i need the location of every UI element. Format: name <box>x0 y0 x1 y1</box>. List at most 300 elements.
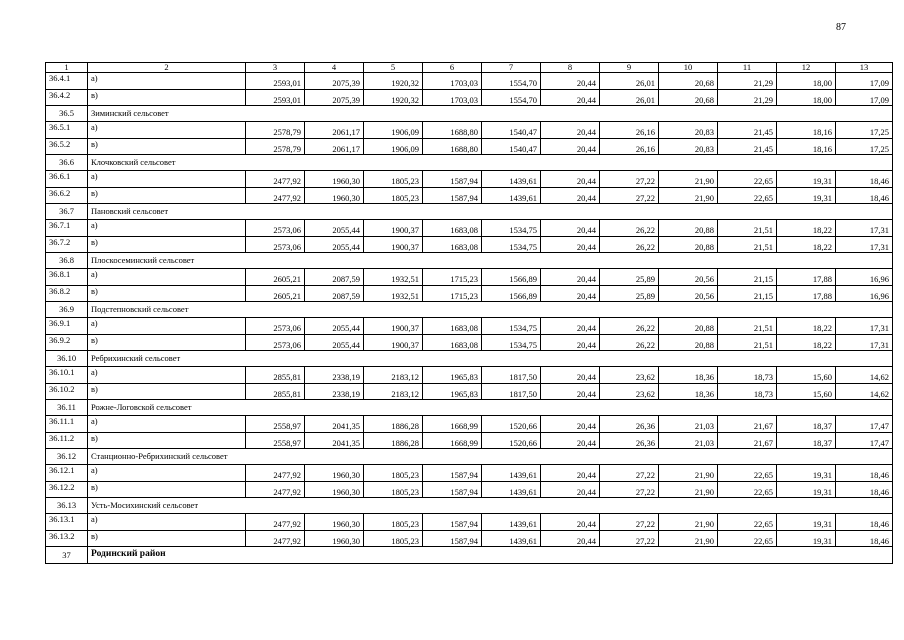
table-row <box>46 269 893 286</box>
value-cell: 20,88 <box>659 318 718 335</box>
value-cell: 2605,21 <box>246 285 305 302</box>
value-cell: 17,88 <box>777 285 836 302</box>
value-cell: 2061,17 <box>305 138 364 155</box>
section-code: 37 <box>46 547 88 564</box>
value-cell: 27,22 <box>600 187 659 204</box>
row-code: 36.6.2 <box>46 187 88 204</box>
row-code: 36.12.1 <box>46 465 88 482</box>
value-cell: 1566,89 <box>482 269 541 286</box>
row-label: а) <box>88 465 246 482</box>
value-cell: 20,56 <box>659 269 718 286</box>
section-name: Подстепновский сельсовет <box>88 302 893 318</box>
row-label: в) <box>88 530 246 547</box>
value-cell: 1683,08 <box>423 236 482 253</box>
column-header: 12 <box>777 63 836 73</box>
value-cell: 1960,30 <box>305 465 364 482</box>
row-code: 36.5.2 <box>46 138 88 155</box>
column-header: 6 <box>423 63 482 73</box>
value-cell: 19,31 <box>777 187 836 204</box>
section-row <box>46 204 893 220</box>
row-code: 36.5.1 <box>46 122 88 139</box>
value-cell: 2055,44 <box>305 334 364 351</box>
value-cell: 1965,83 <box>423 383 482 400</box>
column-header: 7 <box>482 63 541 73</box>
column-number-row <box>46 63 893 73</box>
value-cell: 1932,51 <box>364 285 423 302</box>
value-cell: 2477,92 <box>246 481 305 498</box>
value-cell: 18,37 <box>777 416 836 433</box>
value-cell: 21,15 <box>718 285 777 302</box>
section-name: Усть-Мосихинский сельсовет <box>88 498 893 514</box>
value-cell: 2477,92 <box>246 171 305 188</box>
value-cell: 2075,39 <box>305 89 364 106</box>
value-cell: 2573,06 <box>246 220 305 237</box>
section-row <box>46 449 893 465</box>
table-row <box>46 73 893 90</box>
table-row <box>46 432 893 449</box>
value-cell: 20,44 <box>541 187 600 204</box>
value-cell: 21,90 <box>659 481 718 498</box>
value-cell: 18,73 <box>718 383 777 400</box>
value-cell: 17,09 <box>836 73 893 90</box>
value-cell: 17,47 <box>836 416 893 433</box>
value-cell: 1920,32 <box>364 73 423 90</box>
value-cell: 15,60 <box>777 383 836 400</box>
table-row <box>46 334 893 351</box>
row-label: а) <box>88 514 246 531</box>
table-row <box>46 236 893 253</box>
row-label: в) <box>88 89 246 106</box>
value-cell: 21,29 <box>718 89 777 106</box>
row-label: а) <box>88 318 246 335</box>
row-code: 36.7.1 <box>46 220 88 237</box>
value-cell: 2477,92 <box>246 465 305 482</box>
value-cell: 22,65 <box>718 481 777 498</box>
value-cell: 2855,81 <box>246 367 305 384</box>
value-cell: 21,90 <box>659 514 718 531</box>
value-cell: 2183,12 <box>364 367 423 384</box>
row-label: а) <box>88 220 246 237</box>
table-row <box>46 318 893 335</box>
value-cell: 20,88 <box>659 220 718 237</box>
row-code: 36.9.2 <box>46 334 88 351</box>
section-code: 36.6 <box>46 155 88 171</box>
section-name: Рожне-Логовской сельсовет <box>88 400 893 416</box>
table-row <box>46 465 893 482</box>
value-cell: 1960,30 <box>305 530 364 547</box>
value-cell: 1439,61 <box>482 465 541 482</box>
value-cell: 27,22 <box>600 171 659 188</box>
section-row <box>46 106 893 122</box>
value-cell: 1900,37 <box>364 236 423 253</box>
row-code: 36.4.1 <box>46 73 88 90</box>
value-cell: 20,44 <box>541 530 600 547</box>
value-cell: 20,44 <box>541 220 600 237</box>
section-name: Зиминский сельсовет <box>88 106 893 122</box>
value-cell: 26,36 <box>600 416 659 433</box>
value-cell: 21,90 <box>659 530 718 547</box>
value-cell: 2593,01 <box>246 73 305 90</box>
column-header: 8 <box>541 63 600 73</box>
value-cell: 20,44 <box>541 122 600 139</box>
value-cell: 2055,44 <box>305 236 364 253</box>
column-header: 3 <box>246 63 305 73</box>
value-cell: 14,62 <box>836 383 893 400</box>
value-cell: 18,22 <box>777 334 836 351</box>
value-cell: 1587,94 <box>423 171 482 188</box>
section-row <box>46 351 893 367</box>
table-row <box>46 530 893 547</box>
value-cell: 1932,51 <box>364 269 423 286</box>
value-cell: 1439,61 <box>482 187 541 204</box>
section-code: 36.11 <box>46 400 88 416</box>
value-cell: 19,31 <box>777 530 836 547</box>
value-cell: 1960,30 <box>305 171 364 188</box>
value-cell: 1587,94 <box>423 465 482 482</box>
row-code: 36.8.1 <box>46 269 88 286</box>
value-cell: 20,83 <box>659 138 718 155</box>
value-cell: 2573,06 <box>246 236 305 253</box>
section-name: Станционно-Ребрихинский сельсовет <box>88 449 893 465</box>
value-cell: 26,36 <box>600 432 659 449</box>
value-cell: 16,96 <box>836 285 893 302</box>
value-cell: 21,67 <box>718 432 777 449</box>
value-cell: 21,51 <box>718 334 777 351</box>
value-cell: 26,22 <box>600 334 659 351</box>
table-row <box>46 514 893 531</box>
value-cell: 27,22 <box>600 465 659 482</box>
value-cell: 21,15 <box>718 269 777 286</box>
value-cell: 18,00 <box>777 89 836 106</box>
value-cell: 21,67 <box>718 416 777 433</box>
table-row <box>46 383 893 400</box>
value-cell: 1668,99 <box>423 416 482 433</box>
table-row <box>46 171 893 188</box>
value-cell: 1960,30 <box>305 481 364 498</box>
value-cell: 20,56 <box>659 285 718 302</box>
value-cell: 1554,70 <box>482 89 541 106</box>
value-cell: 21,51 <box>718 236 777 253</box>
value-cell: 2338,19 <box>305 367 364 384</box>
column-header: 1 <box>46 63 88 73</box>
value-cell: 20,44 <box>541 171 600 188</box>
value-cell: 2055,44 <box>305 220 364 237</box>
value-cell: 1534,75 <box>482 318 541 335</box>
value-cell: 1960,30 <box>305 514 364 531</box>
value-cell: 1900,37 <box>364 318 423 335</box>
value-cell: 26,16 <box>600 122 659 139</box>
value-cell: 1920,32 <box>364 89 423 106</box>
value-cell: 20,44 <box>541 383 600 400</box>
value-cell: 1805,23 <box>364 187 423 204</box>
section-code: 36.7 <box>46 204 88 220</box>
value-cell: 1587,94 <box>423 514 482 531</box>
row-label: в) <box>88 432 246 449</box>
section-code: 36.9 <box>46 302 88 318</box>
value-cell: 1817,50 <box>482 367 541 384</box>
value-cell: 26,01 <box>600 89 659 106</box>
row-label: а) <box>88 171 246 188</box>
row-label: а) <box>88 269 246 286</box>
value-cell: 2605,21 <box>246 269 305 286</box>
value-cell: 17,31 <box>836 334 893 351</box>
value-cell: 2087,59 <box>305 285 364 302</box>
section-row <box>46 253 893 269</box>
value-cell: 1906,09 <box>364 138 423 155</box>
value-cell: 1805,23 <box>364 514 423 531</box>
value-cell: 2573,06 <box>246 334 305 351</box>
value-cell: 2087,59 <box>305 269 364 286</box>
value-cell: 18,46 <box>836 171 893 188</box>
value-cell: 18,00 <box>777 73 836 90</box>
value-cell: 18,46 <box>836 187 893 204</box>
value-cell: 1534,75 <box>482 334 541 351</box>
value-cell: 18,22 <box>777 318 836 335</box>
row-label: а) <box>88 367 246 384</box>
value-cell: 1715,23 <box>423 285 482 302</box>
value-cell: 17,31 <box>836 236 893 253</box>
value-cell: 1534,75 <box>482 220 541 237</box>
value-cell: 2041,35 <box>305 432 364 449</box>
value-cell: 27,22 <box>600 481 659 498</box>
value-cell: 18,16 <box>777 122 836 139</box>
value-cell: 20,44 <box>541 285 600 302</box>
value-cell: 20,44 <box>541 138 600 155</box>
value-cell: 18,36 <box>659 383 718 400</box>
value-cell: 19,31 <box>777 481 836 498</box>
value-cell: 18,36 <box>659 367 718 384</box>
value-cell: 18,46 <box>836 481 893 498</box>
value-cell: 1587,94 <box>423 481 482 498</box>
section-code: 36.10 <box>46 351 88 367</box>
value-cell: 2578,79 <box>246 138 305 155</box>
value-cell: 26,22 <box>600 220 659 237</box>
value-cell: 1587,94 <box>423 187 482 204</box>
value-cell: 1688,80 <box>423 122 482 139</box>
value-cell: 2477,92 <box>246 514 305 531</box>
value-cell: 2477,92 <box>246 530 305 547</box>
value-cell: 2558,97 <box>246 432 305 449</box>
table-row <box>46 481 893 498</box>
value-cell: 20,44 <box>541 89 600 106</box>
value-cell: 1805,23 <box>364 530 423 547</box>
value-cell: 20,68 <box>659 73 718 90</box>
value-cell: 18,37 <box>777 432 836 449</box>
value-cell: 20,83 <box>659 122 718 139</box>
value-cell: 19,31 <box>777 465 836 482</box>
value-cell: 17,09 <box>836 89 893 106</box>
value-cell: 16,96 <box>836 269 893 286</box>
value-cell: 2855,81 <box>246 383 305 400</box>
value-cell: 27,22 <box>600 530 659 547</box>
value-cell: 20,44 <box>541 481 600 498</box>
section-row <box>46 547 893 564</box>
row-code: 36.7.2 <box>46 236 88 253</box>
value-cell: 18,22 <box>777 220 836 237</box>
row-code: 36.10.2 <box>46 383 88 400</box>
value-cell: 1683,08 <box>423 318 482 335</box>
value-cell: 1886,28 <box>364 432 423 449</box>
row-code: 36.4.2 <box>46 89 88 106</box>
value-cell: 1534,75 <box>482 236 541 253</box>
table-row <box>46 138 893 155</box>
value-cell: 2338,19 <box>305 383 364 400</box>
table-row <box>46 416 893 433</box>
table-row <box>46 187 893 204</box>
value-cell: 2578,79 <box>246 122 305 139</box>
row-label: а) <box>88 73 246 90</box>
value-cell: 20,44 <box>541 432 600 449</box>
section-code: 36.8 <box>46 253 88 269</box>
table-row <box>46 122 893 139</box>
value-cell: 20,44 <box>541 318 600 335</box>
value-cell: 1688,80 <box>423 138 482 155</box>
value-cell: 19,31 <box>777 171 836 188</box>
value-cell: 2477,92 <box>246 187 305 204</box>
value-cell: 1520,66 <box>482 416 541 433</box>
table-row <box>46 89 893 106</box>
value-cell: 1805,23 <box>364 465 423 482</box>
column-header: 13 <box>836 63 893 73</box>
value-cell: 18,46 <box>836 465 893 482</box>
row-code: 36.13.2 <box>46 530 88 547</box>
value-cell: 21,90 <box>659 171 718 188</box>
value-cell: 20,44 <box>541 514 600 531</box>
value-cell: 1900,37 <box>364 334 423 351</box>
value-cell: 1683,08 <box>423 334 482 351</box>
row-label: в) <box>88 187 246 204</box>
value-cell: 1439,61 <box>482 530 541 547</box>
value-cell: 22,65 <box>718 514 777 531</box>
column-header: 9 <box>600 63 659 73</box>
value-cell: 20,44 <box>541 334 600 351</box>
value-cell: 14,62 <box>836 367 893 384</box>
value-cell: 1805,23 <box>364 481 423 498</box>
value-cell: 21,29 <box>718 73 777 90</box>
section-name: Пановский сельсовет <box>88 204 893 220</box>
value-cell: 1886,28 <box>364 416 423 433</box>
row-code: 36.8.2 <box>46 285 88 302</box>
value-cell: 1554,70 <box>482 73 541 90</box>
value-cell: 26,22 <box>600 236 659 253</box>
value-cell: 17,47 <box>836 432 893 449</box>
row-code: 36.9.1 <box>46 318 88 335</box>
value-cell: 21,45 <box>718 122 777 139</box>
value-cell: 20,88 <box>659 236 718 253</box>
value-cell: 18,73 <box>718 367 777 384</box>
value-cell: 2055,44 <box>305 318 364 335</box>
value-cell: 1520,66 <box>482 432 541 449</box>
row-label: в) <box>88 481 246 498</box>
section-row <box>46 302 893 318</box>
value-cell: 26,16 <box>600 138 659 155</box>
column-header: 5 <box>364 63 423 73</box>
value-cell: 22,65 <box>718 465 777 482</box>
row-code: 36.6.1 <box>46 171 88 188</box>
value-cell: 25,89 <box>600 269 659 286</box>
value-cell: 1439,61 <box>482 481 541 498</box>
value-cell: 26,22 <box>600 318 659 335</box>
value-cell: 21,45 <box>718 138 777 155</box>
value-cell: 20,44 <box>541 269 600 286</box>
value-cell: 18,22 <box>777 236 836 253</box>
value-cell: 23,62 <box>600 383 659 400</box>
value-cell: 1703,03 <box>423 89 482 106</box>
column-header: 10 <box>659 63 718 73</box>
column-header: 2 <box>88 63 246 73</box>
section-name: Ребрихинский сельсовет <box>88 351 893 367</box>
value-cell: 22,65 <box>718 171 777 188</box>
table-row <box>46 220 893 237</box>
section-name: Родинский район <box>88 547 893 564</box>
value-cell: 22,65 <box>718 530 777 547</box>
value-cell: 1960,30 <box>305 187 364 204</box>
value-cell: 20,44 <box>541 367 600 384</box>
section-row <box>46 155 893 171</box>
row-code: 36.11.1 <box>46 416 88 433</box>
section-code: 36.12 <box>46 449 88 465</box>
value-cell: 1805,23 <box>364 171 423 188</box>
value-cell: 20,88 <box>659 334 718 351</box>
value-cell: 22,65 <box>718 187 777 204</box>
value-cell: 20,44 <box>541 416 600 433</box>
value-cell: 1965,83 <box>423 367 482 384</box>
value-cell: 17,31 <box>836 220 893 237</box>
section-code: 36.13 <box>46 498 88 514</box>
section-row <box>46 400 893 416</box>
value-cell: 20,44 <box>541 73 600 90</box>
value-cell: 15,60 <box>777 367 836 384</box>
value-cell: 1540,47 <box>482 122 541 139</box>
value-cell: 1566,89 <box>482 285 541 302</box>
section-code: 36.5 <box>46 106 88 122</box>
value-cell: 1587,94 <box>423 530 482 547</box>
table-row <box>46 285 893 302</box>
value-cell: 1906,09 <box>364 122 423 139</box>
value-cell: 2183,12 <box>364 383 423 400</box>
table-body <box>46 63 893 564</box>
value-cell: 1439,61 <box>482 514 541 531</box>
value-cell: 2061,17 <box>305 122 364 139</box>
value-cell: 2558,97 <box>246 416 305 433</box>
value-cell: 17,88 <box>777 269 836 286</box>
page-number: 87 <box>836 22 846 33</box>
table-row <box>46 367 893 384</box>
value-cell: 25,89 <box>600 285 659 302</box>
section-name: Плоскосеминский сельсовет <box>88 253 893 269</box>
value-cell: 18,46 <box>836 514 893 531</box>
value-cell: 1668,99 <box>423 432 482 449</box>
value-cell: 20,44 <box>541 465 600 482</box>
row-code: 36.12.2 <box>46 481 88 498</box>
value-cell: 20,44 <box>541 236 600 253</box>
row-code: 36.10.1 <box>46 367 88 384</box>
value-cell: 21,03 <box>659 432 718 449</box>
value-cell: 21,90 <box>659 187 718 204</box>
value-cell: 1683,08 <box>423 220 482 237</box>
value-cell: 21,51 <box>718 318 777 335</box>
value-cell: 27,22 <box>600 514 659 531</box>
value-cell: 2075,39 <box>305 73 364 90</box>
row-code: 36.13.1 <box>46 514 88 531</box>
row-label: в) <box>88 236 246 253</box>
value-cell: 1715,23 <box>423 269 482 286</box>
tariff-table <box>45 62 893 564</box>
value-cell: 1817,50 <box>482 383 541 400</box>
value-cell: 1540,47 <box>482 138 541 155</box>
value-cell: 1439,61 <box>482 171 541 188</box>
value-cell: 2593,01 <box>246 89 305 106</box>
